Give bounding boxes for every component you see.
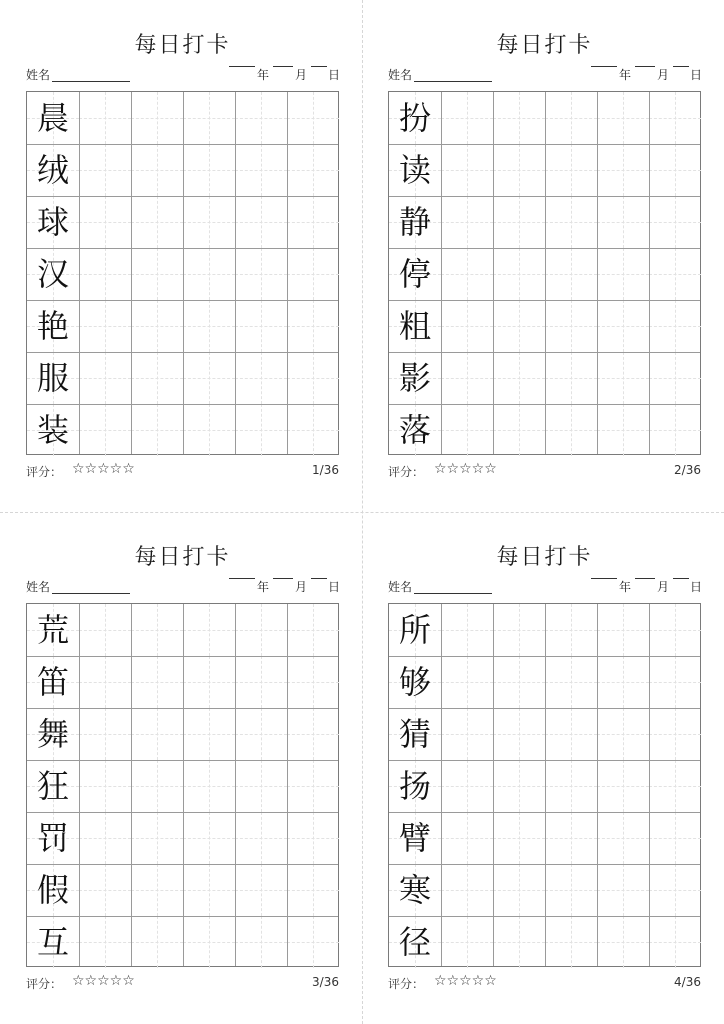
grid-row-line	[27, 864, 338, 865]
writing-cell[interactable]	[597, 656, 649, 708]
writing-cell[interactable]	[235, 404, 287, 456]
year-label: 年	[619, 580, 632, 594]
model-character: 扮	[398, 99, 431, 137]
writing-cell[interactable]	[79, 196, 131, 248]
model-character: 艳	[36, 307, 69, 345]
model-character: 寒	[398, 871, 431, 909]
card-footer	[388, 463, 701, 481]
writing-cell[interactable]	[545, 196, 597, 248]
model-character: 狂	[36, 767, 69, 805]
writing-cell[interactable]	[597, 812, 649, 864]
writing-cell[interactable]	[597, 144, 649, 196]
grid-column-line	[493, 92, 494, 454]
year-field[interactable]	[591, 578, 617, 579]
writing-cell[interactable]	[493, 196, 545, 248]
writing-cell[interactable]	[183, 864, 235, 916]
year-label: 年	[257, 68, 270, 82]
grid-column-line	[183, 92, 184, 454]
writing-cell[interactable]	[649, 196, 701, 248]
writing-cell[interactable]	[183, 760, 235, 812]
grid-row-line	[27, 300, 338, 301]
writing-cell[interactable]	[287, 708, 339, 760]
writing-cell[interactable]	[183, 196, 235, 248]
grid-row-line	[389, 196, 700, 197]
grid-row-line	[27, 708, 338, 709]
model-character: 粗	[398, 307, 431, 345]
grid-column-line	[131, 604, 132, 966]
grid-row-line	[27, 760, 338, 761]
grid-row-line	[27, 656, 338, 657]
practice-card	[388, 512, 701, 1002]
model-character: 猜	[398, 715, 431, 753]
writing-cell[interactable]	[649, 916, 701, 968]
writing-cell[interactable]	[493, 708, 545, 760]
name-field[interactable]	[414, 81, 492, 82]
writing-cell[interactable]	[649, 864, 701, 916]
date-fields	[591, 578, 701, 596]
grid-row-line	[389, 300, 700, 301]
writing-cell[interactable]	[235, 352, 287, 404]
writing-cell[interactable]	[183, 812, 235, 864]
writing-cell[interactable]	[493, 916, 545, 968]
writing-grid	[388, 603, 701, 967]
grid-row-line	[27, 812, 338, 813]
model-character: 落	[398, 411, 431, 449]
card-footer	[26, 463, 339, 481]
writing-cell[interactable]	[545, 248, 597, 300]
grid-row-line	[27, 144, 338, 145]
name-label: 姓名	[388, 68, 413, 82]
grid-column-line	[287, 92, 288, 454]
page-number: 1/36	[312, 463, 339, 477]
writing-cell[interactable]	[235, 604, 287, 656]
info-row	[26, 66, 339, 84]
writing-cell[interactable]	[597, 352, 649, 404]
grid-column-line	[287, 604, 288, 966]
writing-cell[interactable]	[235, 92, 287, 144]
writing-cell[interactable]	[649, 144, 701, 196]
year-label: 年	[257, 580, 270, 594]
grid-row-line	[27, 916, 338, 917]
model-character: 读	[398, 151, 431, 189]
writing-cell[interactable]	[79, 604, 131, 656]
name-label: 姓名	[26, 68, 51, 82]
practice-card	[26, 0, 339, 490]
grid-column-line	[649, 604, 650, 966]
writing-cell[interactable]	[545, 92, 597, 144]
grid-row-line	[389, 708, 700, 709]
star-rating[interactable]: ☆☆☆☆☆	[434, 973, 497, 989]
writing-cell[interactable]	[79, 656, 131, 708]
model-character: 绒	[36, 151, 69, 189]
writing-cell[interactable]	[649, 708, 701, 760]
card-footer	[26, 975, 339, 993]
writing-cell[interactable]	[131, 144, 183, 196]
writing-cell[interactable]	[131, 656, 183, 708]
month-label: 月	[657, 68, 670, 82]
writing-cell[interactable]	[183, 916, 235, 968]
writing-cell[interactable]	[545, 656, 597, 708]
writing-cell[interactable]	[131, 916, 183, 968]
model-character: 服	[36, 359, 69, 397]
model-character: 臂	[398, 819, 431, 857]
writing-cell[interactable]	[183, 708, 235, 760]
writing-cell[interactable]	[649, 92, 701, 144]
writing-cell[interactable]	[183, 604, 235, 656]
writing-cell[interactable]	[545, 300, 597, 352]
writing-cell[interactable]	[183, 92, 235, 144]
star-rating[interactable]: ☆☆☆☆☆	[72, 973, 135, 989]
card-title: 每日打卡	[134, 545, 231, 570]
day-field[interactable]	[673, 578, 689, 579]
writing-cell[interactable]	[287, 916, 339, 968]
model-character: 笛	[36, 663, 69, 701]
grid-column-line	[597, 92, 598, 454]
page-number: 4/36	[674, 975, 701, 989]
model-character: 荒	[36, 611, 69, 649]
day-field[interactable]	[311, 578, 327, 579]
writing-cell[interactable]	[287, 864, 339, 916]
writing-cell[interactable]	[79, 144, 131, 196]
writing-cell[interactable]	[493, 352, 545, 404]
year-field[interactable]	[591, 66, 617, 67]
writing-cell[interactable]	[79, 916, 131, 968]
writing-cell[interactable]	[287, 404, 339, 456]
grid-column-line	[649, 92, 650, 454]
writing-cell[interactable]	[287, 92, 339, 144]
writing-cell[interactable]	[493, 248, 545, 300]
model-character: 互	[36, 923, 69, 961]
writing-cell[interactable]	[597, 916, 649, 968]
month-field[interactable]	[273, 66, 293, 67]
writing-cell[interactable]	[235, 864, 287, 916]
grid-row-line	[27, 352, 338, 353]
writing-cell[interactable]	[441, 604, 493, 656]
writing-cell[interactable]	[545, 144, 597, 196]
writing-cell[interactable]	[131, 404, 183, 456]
grid-row-line	[27, 196, 338, 197]
card-title: 每日打卡	[496, 33, 593, 58]
writing-cell[interactable]	[235, 144, 287, 196]
writing-cell[interactable]	[79, 760, 131, 812]
writing-cell[interactable]	[597, 404, 649, 456]
grid-column-line	[493, 604, 494, 966]
month-label: 月	[295, 580, 308, 594]
writing-cell[interactable]	[287, 656, 339, 708]
model-character: 影	[398, 359, 431, 397]
name-field[interactable]	[414, 593, 492, 594]
writing-cell[interactable]	[545, 352, 597, 404]
day-field[interactable]	[311, 66, 327, 67]
writing-cell[interactable]	[441, 144, 493, 196]
model-character: 扬	[398, 767, 431, 805]
writing-cell[interactable]	[441, 916, 493, 968]
writing-cell[interactable]	[649, 812, 701, 864]
grid-column-line	[545, 92, 546, 454]
writing-cell[interactable]	[235, 300, 287, 352]
page-number: 2/36	[674, 463, 701, 477]
writing-cell[interactable]	[597, 864, 649, 916]
writing-grid	[26, 603, 339, 967]
writing-cell[interactable]	[493, 656, 545, 708]
day-label: 日	[690, 68, 703, 82]
month-field[interactable]	[635, 578, 655, 579]
grid-row-line	[389, 916, 700, 917]
writing-cell[interactable]	[183, 300, 235, 352]
date-fields	[591, 66, 701, 84]
year-field[interactable]	[229, 66, 255, 67]
writing-cell[interactable]	[287, 248, 339, 300]
grid-column-line	[545, 604, 546, 966]
month-label: 月	[295, 68, 308, 82]
writing-cell[interactable]	[287, 196, 339, 248]
info-row	[26, 578, 339, 596]
writing-cell[interactable]	[493, 604, 545, 656]
model-character: 舞	[36, 715, 69, 753]
day-label: 日	[690, 580, 703, 594]
grid-row-line	[389, 144, 700, 145]
writing-cell[interactable]	[493, 404, 545, 456]
writing-cell[interactable]	[183, 404, 235, 456]
writing-cell[interactable]	[545, 708, 597, 760]
name-field[interactable]	[52, 593, 130, 594]
writing-cell[interactable]	[493, 864, 545, 916]
writing-cell[interactable]	[493, 812, 545, 864]
month-field[interactable]	[635, 66, 655, 67]
grid-row-line	[389, 352, 700, 353]
writing-cell[interactable]	[493, 92, 545, 144]
grid-row-line	[389, 864, 700, 865]
model-character: 罚	[36, 819, 69, 857]
writing-cell[interactable]	[131, 352, 183, 404]
writing-cell[interactable]	[441, 708, 493, 760]
info-row	[388, 66, 701, 84]
writing-cell[interactable]	[79, 248, 131, 300]
writing-cell[interactable]	[545, 604, 597, 656]
writing-cell[interactable]	[235, 916, 287, 968]
grid-row-line	[389, 404, 700, 405]
writing-cell[interactable]	[441, 812, 493, 864]
writing-cell[interactable]	[649, 656, 701, 708]
grid-column-line	[131, 92, 132, 454]
writing-cell[interactable]	[131, 300, 183, 352]
writing-grid	[26, 91, 339, 455]
name-label: 姓名	[388, 580, 413, 594]
name-field[interactable]	[52, 81, 130, 82]
model-character: 假	[36, 871, 69, 909]
model-character: 够	[398, 663, 431, 701]
writing-cell[interactable]	[287, 604, 339, 656]
month-field[interactable]	[273, 578, 293, 579]
writing-cell[interactable]	[131, 760, 183, 812]
writing-cell[interactable]	[79, 812, 131, 864]
writing-cell[interactable]	[597, 708, 649, 760]
writing-cell[interactable]	[649, 604, 701, 656]
writing-cell[interactable]	[131, 196, 183, 248]
writing-grid	[388, 91, 701, 455]
grid-column-line	[79, 604, 80, 966]
writing-cell[interactable]	[79, 92, 131, 144]
model-character: 球	[36, 203, 69, 241]
score-label: 评分：	[26, 465, 63, 479]
page-number: 3/36	[312, 975, 339, 989]
writing-cell[interactable]	[545, 916, 597, 968]
writing-cell[interactable]	[545, 812, 597, 864]
grid-column-line	[235, 92, 236, 454]
writing-cell[interactable]	[441, 196, 493, 248]
year-field[interactable]	[229, 578, 255, 579]
writing-cell[interactable]	[183, 656, 235, 708]
grid-row-line	[389, 812, 700, 813]
writing-cell[interactable]	[597, 604, 649, 656]
writing-cell[interactable]	[79, 708, 131, 760]
writing-cell[interactable]	[649, 404, 701, 456]
writing-cell[interactable]	[287, 300, 339, 352]
grid-column-line	[597, 604, 598, 966]
writing-cell[interactable]	[493, 760, 545, 812]
grid-row-line	[389, 656, 700, 657]
date-fields	[229, 578, 339, 596]
writing-cell[interactable]	[441, 656, 493, 708]
grid-column-line	[183, 604, 184, 966]
info-row	[388, 578, 701, 596]
model-character: 停	[398, 255, 431, 293]
writing-cell[interactable]	[287, 812, 339, 864]
name-label: 姓名	[26, 580, 51, 594]
writing-cell[interactable]	[441, 92, 493, 144]
writing-cell[interactable]	[131, 92, 183, 144]
writing-cell[interactable]	[79, 404, 131, 456]
writing-cell[interactable]	[235, 248, 287, 300]
writing-cell[interactable]	[441, 352, 493, 404]
writing-cell[interactable]	[441, 248, 493, 300]
writing-cell[interactable]	[235, 196, 287, 248]
writing-cell[interactable]	[79, 864, 131, 916]
card-footer	[388, 975, 701, 993]
writing-cell[interactable]	[493, 300, 545, 352]
writing-cell[interactable]	[597, 300, 649, 352]
star-rating[interactable]: ☆☆☆☆☆	[72, 461, 135, 477]
writing-cell[interactable]	[79, 352, 131, 404]
model-character: 静	[398, 203, 431, 241]
writing-cell[interactable]	[441, 404, 493, 456]
writing-cell[interactable]	[545, 760, 597, 812]
writing-cell[interactable]	[183, 352, 235, 404]
writing-cell[interactable]	[649, 300, 701, 352]
grid-row-line	[27, 248, 338, 249]
score-label: 评分：	[388, 465, 425, 479]
writing-cell[interactable]	[597, 196, 649, 248]
model-character: 装	[36, 411, 69, 449]
practice-card	[26, 512, 339, 1002]
grid-column-line	[79, 92, 80, 454]
grid-row-line	[389, 248, 700, 249]
model-character: 晨	[36, 99, 69, 137]
model-character: 汉	[36, 255, 69, 293]
writing-cell[interactable]	[287, 144, 339, 196]
practice-card	[388, 0, 701, 490]
writing-cell[interactable]	[597, 760, 649, 812]
writing-cell[interactable]	[287, 352, 339, 404]
card-title: 每日打卡	[496, 545, 593, 570]
writing-cell[interactable]	[235, 656, 287, 708]
grid-column-line	[441, 92, 442, 454]
writing-cell[interactable]	[545, 404, 597, 456]
grid-row-line	[389, 760, 700, 761]
writing-cell[interactable]	[131, 812, 183, 864]
writing-cell[interactable]	[235, 812, 287, 864]
score-label: 评分：	[26, 977, 63, 991]
writing-cell[interactable]	[235, 708, 287, 760]
writing-cell[interactable]	[441, 300, 493, 352]
writing-cell[interactable]	[649, 352, 701, 404]
day-field[interactable]	[673, 66, 689, 67]
writing-cell[interactable]	[235, 760, 287, 812]
month-label: 月	[657, 580, 670, 594]
writing-cell[interactable]	[131, 248, 183, 300]
writing-cell[interactable]	[493, 144, 545, 196]
score-label: 评分：	[388, 977, 425, 991]
writing-cell[interactable]	[597, 248, 649, 300]
model-character: 径	[398, 923, 431, 961]
star-rating[interactable]: ☆☆☆☆☆	[434, 461, 497, 477]
writing-cell[interactable]	[597, 92, 649, 144]
writing-cell[interactable]	[287, 760, 339, 812]
writing-cell[interactable]	[649, 760, 701, 812]
grid-row-line	[27, 404, 338, 405]
date-fields	[229, 66, 339, 84]
writing-cell[interactable]	[183, 144, 235, 196]
writing-cell[interactable]	[649, 248, 701, 300]
writing-cell[interactable]	[441, 864, 493, 916]
writing-cell[interactable]	[131, 708, 183, 760]
model-character: 所	[398, 611, 431, 649]
writing-cell[interactable]	[79, 300, 131, 352]
writing-cell[interactable]	[131, 864, 183, 916]
day-label: 日	[328, 580, 341, 594]
grid-column-line	[235, 604, 236, 966]
year-label: 年	[619, 68, 632, 82]
card-title: 每日打卡	[134, 33, 231, 58]
writing-cell[interactable]	[441, 760, 493, 812]
day-label: 日	[328, 68, 341, 82]
grid-column-line	[441, 604, 442, 966]
writing-cell[interactable]	[183, 248, 235, 300]
writing-cell[interactable]	[545, 864, 597, 916]
writing-cell[interactable]	[131, 604, 183, 656]
